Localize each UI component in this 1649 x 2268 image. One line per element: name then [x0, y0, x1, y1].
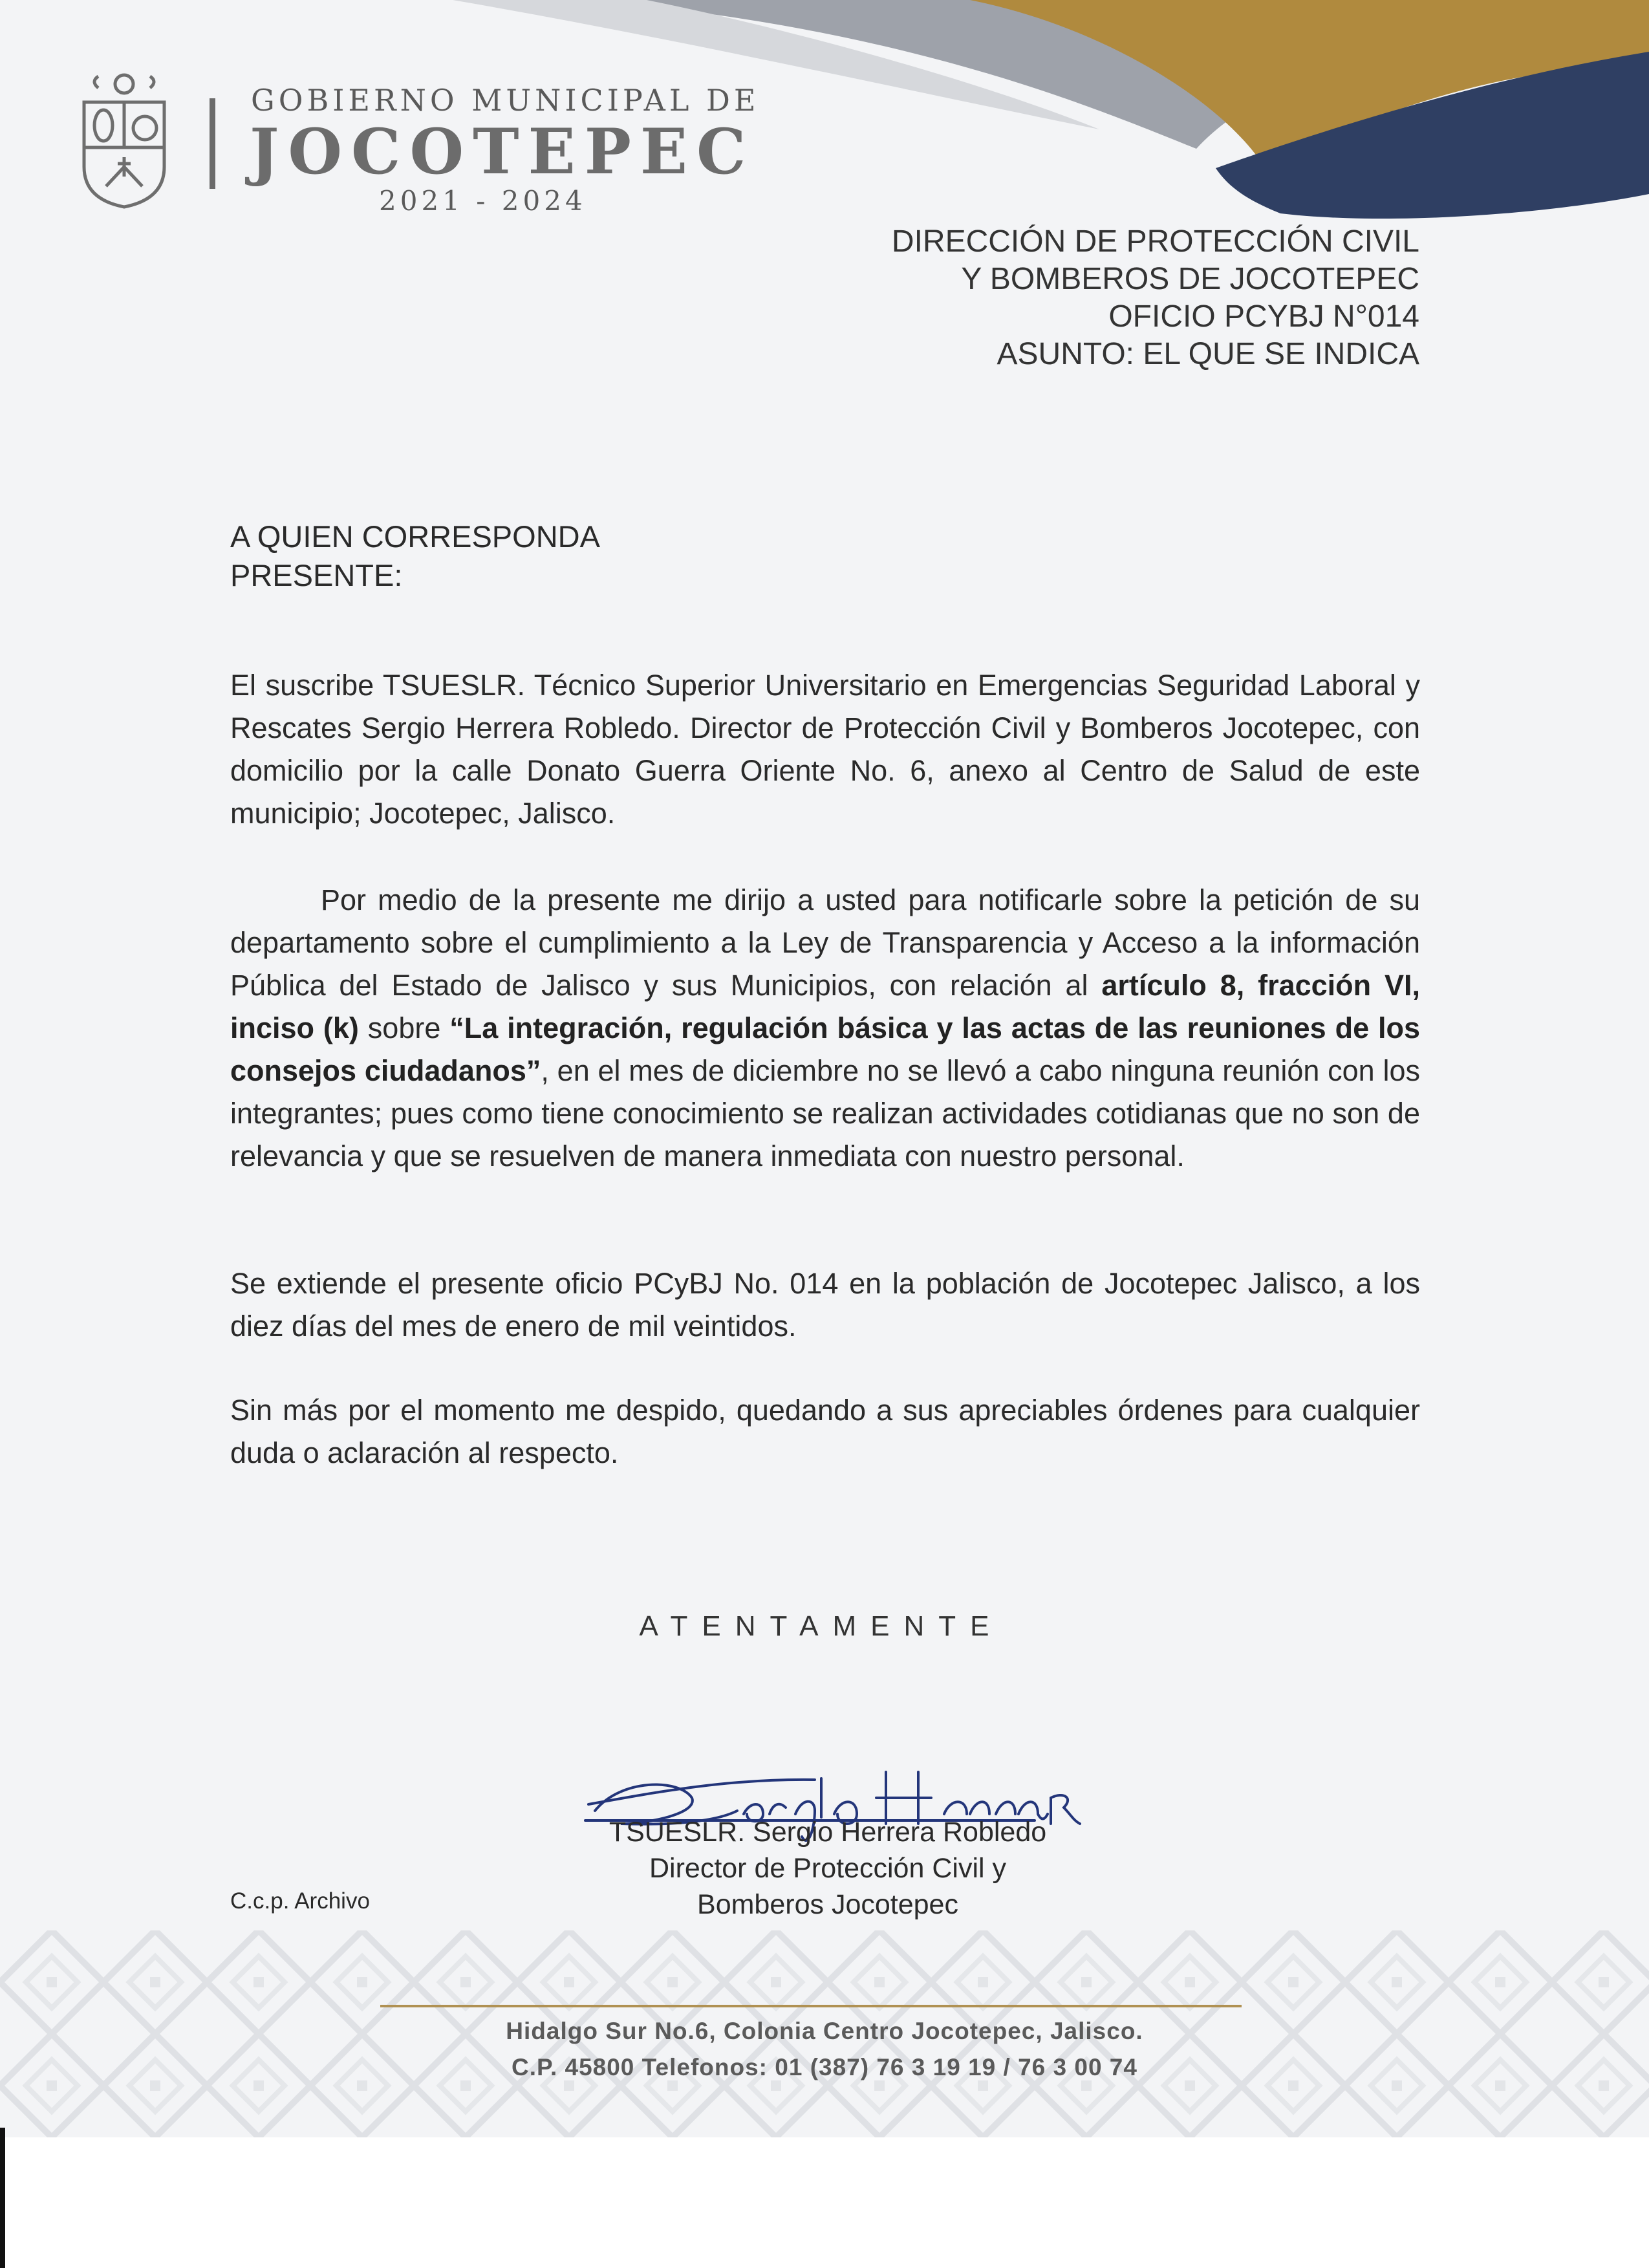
footer-divider	[380, 2005, 1242, 2007]
brand-line-1: GOBIERNO MUNICIPAL DE	[251, 83, 760, 118]
scan-edge	[0, 2128, 5, 2268]
scan-margin	[0, 2137, 1649, 2268]
municipal-seal-icon	[72, 70, 176, 212]
header-line-3: OFICIO PCYBJ N°014	[1108, 299, 1419, 334]
signer-block	[588, 1814, 1067, 1923]
paragraph-4: Sin más por el momento me despido, quedando a sus apreciables órdenes para cualquier duda o aclaración al respecto.	[230, 1394, 1420, 1469]
paragraph-2	[230, 879, 1420, 1178]
addressee	[230, 517, 600, 595]
paragraph-2-article: artículo 8, fracción VI, inciso (k)	[230, 969, 1420, 1044]
brand-period: 2021 - 2024	[379, 185, 587, 217]
addressee-line-2: PRESENTE:	[230, 558, 403, 592]
closing-text: ATENTAMENTE	[639, 1610, 1004, 1642]
signer-title-1: Director de Protección Civil y	[649, 1853, 1006, 1884]
signer-name: TSUESLR. Sergio Herrera Robledo	[609, 1817, 1047, 1848]
paragraph-2-part-e: , en el mes de diciembre no se llevó a cabo ninguna reunión con los integrantes; pues como tiene conocimiento se realizan actividades cotidianas que no son de relevancia y que se resuelven de manera inmediata con nuestro personal.	[230, 1054, 1420, 1172]
letterhead-waves	[0, 0, 1649, 233]
paragraph-2-quote: “La integración, regulación básica y las actas de las reuniones de los consejos ciudadanos”	[230, 1011, 1420, 1087]
header-line-4: ASUNTO: EL QUE SE INDICA	[997, 337, 1419, 371]
carbon-copy: C.c.p. Archivo	[230, 1888, 370, 1914]
header-line-2: Y BOMBEROS DE JOCOTEPEC	[961, 262, 1419, 296]
paragraph-2-part-c: sobre	[358, 1011, 450, 1044]
addressee-line-1: A QUIEN CORRESPONDA	[230, 519, 600, 554]
footer-address: Hidalgo Sur No.6, Colonia Centro Jocotepec, Jalisco.	[506, 2018, 1143, 2044]
paragraph-2-part-a: Por medio de la presente me dirijo a usted para notificarle sobre la petición de su departamento sobre el cumplimiento a la Ley de Transparencia y Acceso a la información Pública del Estado de Jalisco y sus Municipios, con relación al	[230, 883, 1420, 1002]
office-header	[892, 223, 1419, 373]
footer-phones: C.P. 45800 Telefonos: 01 (387) 76 3 19 19 / 76 3 00 74	[512, 2054, 1137, 2080]
closing	[0, 1610, 1649, 1643]
signer-title-2: Bomberos Jocotepec	[697, 1889, 958, 1920]
brand-divider	[210, 98, 215, 189]
header-line-1: DIRECCIÓN DE PROTECCIÓN CIVIL	[891, 224, 1419, 259]
brand-name: JOCOTEPEC	[250, 115, 755, 188]
paragraph-1: El suscribe TSUESLR. Técnico Superior Universitario en Emergencias Seguridad Laboral y Rescates Sergio Herrera Robledo. Director de Protección Civil y Bomberos Jocotepec, con domicilio por la calle Donato Guerra Oriente No. 6, anexo al Centro de Salud de este municipio; Jocotepec, Jalisco.	[230, 669, 1420, 830]
paragraph-3: Se extiende el presente oficio PCyBJ No. 014 en la población de Jocotepec Jalisco, a los diez días del mes de enero de mil veintidos.	[230, 1267, 1420, 1343]
